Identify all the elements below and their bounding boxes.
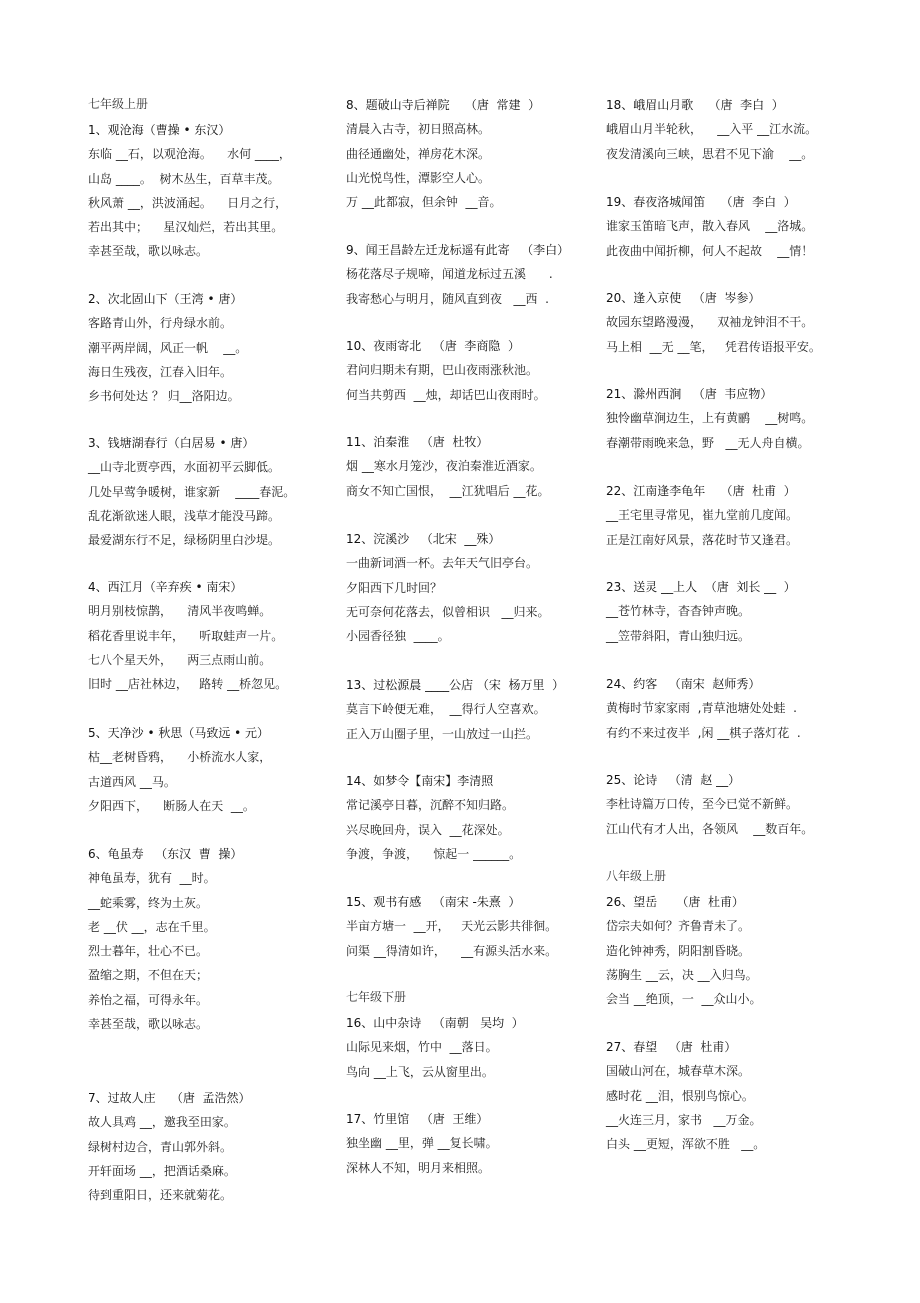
poem-line: 小园香径独 ____。 [346,629,450,644]
poem-title: 14、如梦令【南宋】李清照 [346,774,494,788]
poem-title: 1、观沧海（曹操 • 东汉） [88,123,231,137]
poem-title: 15、观书有感 （南宋 -朱熹 ） [346,895,521,909]
poem-line: 君问归期未有期，巴山夜雨涨秋池。 [346,363,539,378]
poem-title: 13、过松源晨 ____公店 （宋 杨万里 ） [346,678,565,692]
poem-line: 烈士暮年，壮心不已。 [88,944,209,959]
section-heading-text: 七年级上册 [88,97,149,111]
poem-line: 商女不知亡国恨， __江犹唱后 __花。 [346,483,550,498]
poem-line: 国破山河在，城春草木深。 [606,1064,751,1079]
poem-block [346,890,557,963]
poem-title: 8、题破山寺后禅院 （唐 常建 ） [346,98,541,112]
poem-line: 我寄愁心与明月，随风直到夜 __西 . [346,291,549,306]
poem-line: 神龟虽寿，犹有 __时。 [88,871,216,886]
poem-block [88,431,295,552]
poem-title: 16、山中杂诗 （南朝 吴均 ） [346,1016,524,1030]
poem-block [88,842,242,1036]
poem-line: 江山代有才人出，各领风 __数百年。 [606,821,814,836]
poem-line: 岱宗夫如何？齐鲁青未了。 [606,919,751,934]
poem-line: 鸟向 __上飞，云从窗里出。 [346,1064,494,1079]
poem-line: 正入万山圈子里，一山放过一山拦。 [346,726,539,741]
poem-title: 21、滁州西涧 （唐 韦应物） [606,387,773,401]
poem-line: 老 __伏 __，志在千里。 [88,919,216,934]
poem-line: 独怜幽草涧边生，上有黄鹂 __树鸣。 [606,411,814,426]
poem-line: 马上相 __无 __笔， 凭君传语报平安。 [606,339,821,354]
poem-line: 峨眉山月半轮秋， __入平 __江水流。 [606,122,818,137]
poem-line: 开轩面场 __，把酒话桑麻。 [88,1163,236,1178]
poem-line: 盈缩之期，不但在天； [88,968,209,983]
poem-line: 曲径通幽处，禅房花木深。 [346,146,491,161]
poem-line: 夕阳西下， 断肠人在天 __。 [88,798,255,813]
poem-line: 兴尽晚回舟，误入 __花深处。 [346,822,510,837]
poem-line: 无可奈何花落去，似曾相识 __归来。 [346,604,550,619]
poem-title: 20、逢入京使 （唐 岑参） [606,291,761,305]
poem-line: 东临 __石，以观沧海。 水何 ____， [88,147,291,162]
poem-line: 客路青山外，行舟绿水前。 [88,316,233,331]
poem-line: 谁家玉笛暗飞声，散入春风 __洛城。 [606,219,814,234]
poem-block [606,575,796,648]
poem-line: 古道西风 __马。 [88,774,176,789]
poem-line: 独坐幽 __里，弹 __复长啸。 [346,1136,498,1151]
poem-title: 10、夜雨寄北 （唐 李商隐 ） [346,339,520,353]
poem-title: 5、天净沙 • 秋思（马致远 • 元） [88,726,270,740]
poem-line: 海日生残夜，江春入旧年。 [88,364,233,379]
poem-line: 清晨入古寺，初日照高林。 [346,122,491,137]
poem-block [88,287,247,408]
poem-title: 11、泊秦淮 （唐 杜牧） [346,435,489,449]
poem-line: 待到重阳日，还来就菊花。 [88,1188,233,1203]
poem-line: 问渠 __得清如许， __有源头活水来。 [346,943,558,958]
poem-block [88,575,287,696]
grade-section-heading [346,985,406,1009]
poem-line: 若出其中； 星汉灿烂，若出其里。 [88,220,284,235]
poem-line: 何当共剪西 __烛，却话巴山夜雨时。 [346,387,546,402]
poem-line: 故人具鸡 __，邀我至田家。 [88,1115,236,1130]
poem-block [88,1086,251,1207]
poem-line: 明月别枝惊鹊， 清风半夜鸣蝉。 [88,604,272,619]
poem-line: 有约不来过夜半 ,闲 __棋子落灯花 . [606,725,801,740]
poem-title: 17、竹里馆 （唐 王维） [346,1112,489,1126]
poem-line: 争渡，争渡， 惊起一 ______。 [346,846,522,861]
poem-line: 春潮带雨晚来急，野 __无人舟自横。 [606,435,810,450]
poem-line: 稻花香里说丰年， 听取蛙声一片。 [88,628,284,643]
poem-title: 19、春夜洛城闻笛 （唐 李白 ） [606,195,796,209]
poem-title: 6、龟虽寿 （东汉 曹 操） [88,847,243,861]
poem-line: 烟 __寒水月笼沙，夜泊秦淮近酒家。 [346,459,542,474]
poem-line: 潮平两岸阔，风正一帆 __。 [88,340,248,355]
poem-block [346,430,549,503]
section-heading-text: 八年级上册 [606,869,667,883]
poem-line: 幸甚至哉，歌以咏志。 [88,244,209,259]
poem-line: 此夜曲中闻折柳，何人不起故 __情！ [606,243,814,258]
poem-line: 秋风萧 __，洪波涌起。 日月之行， [88,195,288,210]
poem-line: 常记溪亭日暮，沉醉不知归路。 [346,798,515,813]
poem-line: 绿树村边合，青山郭外斜。 [88,1139,233,1154]
poem-block [346,93,540,214]
poem-line: 最爱湖东行不足，绿杨阴里白沙堤。 [88,533,281,548]
poem-title: 26、望岳 （唐 杜甫） [606,895,744,909]
poem-block [606,672,801,745]
poem-line: 万 __此都寂，但余钟 __音。 [346,195,502,210]
poem-line: 山光悦鸟性，潭影空人心。 [346,170,491,185]
poem-line: 旧时 __店社林边， 路转 __桥忽见。 [88,677,288,692]
poem-line: 莫言下岭便无难， __得行人空喜欢。 [346,702,546,717]
poem-line: 白头 __更短，浑欲不胜 __。 [606,1137,766,1152]
poem-line: 半亩方塘一 __开， 天光云影共徘徊。 [346,919,558,934]
poem-line: 乡书何处达 ？ 归__洛阳边。 [88,389,240,404]
poem-line: 深林人不知，明月来相照。 [346,1160,491,1175]
poem-block [606,768,813,841]
poem-line: 杨花落尽子规啼，闻道龙标过五溪 . [346,267,553,282]
poem-line: 黄梅时节家家雨 ,青草池塘处处蛙 . [606,701,797,716]
poem-title: 18、峨眉山月歌 （唐 李白 ） [606,98,784,112]
poem-block [346,1011,524,1084]
poem-line: 一曲新词酒一杯。去年天气旧亭台。 [346,556,539,571]
poem-line: 故园东望路漫漫， 双袖龙钟泪不干。 [606,315,814,330]
poem-line: __笠带斜阳，青山独归远。 [606,628,751,643]
poem-block [346,238,569,311]
poem-title: 24、约客 （南宋 赵师秀） [606,677,761,691]
poem-line: 夕阳西下几时回？ [346,580,443,595]
poem-title: 4、西江月（辛弃疾 • 南宋） [88,580,243,594]
poem-block [346,334,546,407]
poem-block [606,479,798,552]
poem-title: 25、论诗 （清 赵 __） [606,773,741,787]
poem-block [606,93,817,166]
poem-line: 会当 __绝顶，一 __众山小。 [606,992,762,1007]
poem-block [606,1035,765,1156]
poem-line: 造化钟神秀，阴阳割昏晓。 [606,943,751,958]
poem-line: 正是江南好风景，落花时节又逢君。 [606,532,799,547]
poem-block [606,286,821,359]
poem-title: 23、送灵 __上人 （唐 刘长 __ ） [606,580,796,594]
poem-title: 9、闻王昌龄左迁龙标遥有此寄 （李白） [346,243,570,257]
poem-line: __蛇乘雾，终为土灰。 [88,895,209,910]
poem-block [606,382,813,455]
poem-line: 乱花渐欲迷人眼，浅草才能没马蹄。 [88,508,281,523]
poem-line: 夜发清溪向三峡，思君不见下渝 __。 [606,146,814,161]
poem-block [606,890,761,1011]
poem-line: 养怡之福，可得永年。 [88,992,209,1007]
poem-line: 李杜诗篇万口传，至今已觉不新鲜。 [606,797,799,812]
poem-block [346,1107,498,1180]
poem-line: __王宅里寻常见，崔九堂前几度闻。 [606,508,799,523]
poem-title: 7、过故人庄 （唐 孟浩然） [88,1091,251,1105]
poem-block [346,769,521,866]
poem-line: 感时花 __泪，恨别鸟惊心。 [606,1088,754,1103]
poem-line: __火连三月，家书 __万金。 [606,1112,762,1127]
poem-line: 七八个星天外， 两三点雨山前。 [88,652,272,667]
poem-title: 12、浣溪沙 （北宋 __殊） [346,532,501,546]
poem-line: 山岛 ____。 树木丛生，百草丰茂。 [88,171,280,186]
poem-line: 山际见来烟，竹中 __落日。 [346,1040,498,1055]
poem-line: 几处早莺争暖树，谁家新 ____春泥。 [88,484,296,499]
grade-section-heading [606,864,666,888]
poem-block [88,721,271,818]
section-heading-text: 七年级下册 [346,990,407,1004]
poem-title: 22、江南逢李龟年 （唐 杜甫 ） [606,484,796,498]
poem-block [346,527,549,648]
poem-title: 3、钱塘湖春行（白居易 • 唐） [88,436,255,450]
poem-line: __山寺北贾亭西，水面初平云脚低。 [88,460,281,475]
grade-section-heading [88,92,148,116]
poem-title: 2、次北固山下（王湾 • 唐） [88,292,243,306]
poem-line: __苍竹林寺，杳杳钟声晚。 [606,604,751,619]
poem-block [346,673,564,746]
poem-line: 荡胸生 __云，决 __入归鸟。 [606,967,758,982]
poem-line: 幸甚至哉，歌以咏志。 [88,1017,209,1032]
poem-title: 27、春望 （唐 杜甫） [606,1040,737,1054]
poem-block [606,190,813,263]
poem-line: 枯__老树昏鸦， 小桥流水人家， [88,750,272,765]
poem-block [88,118,291,264]
